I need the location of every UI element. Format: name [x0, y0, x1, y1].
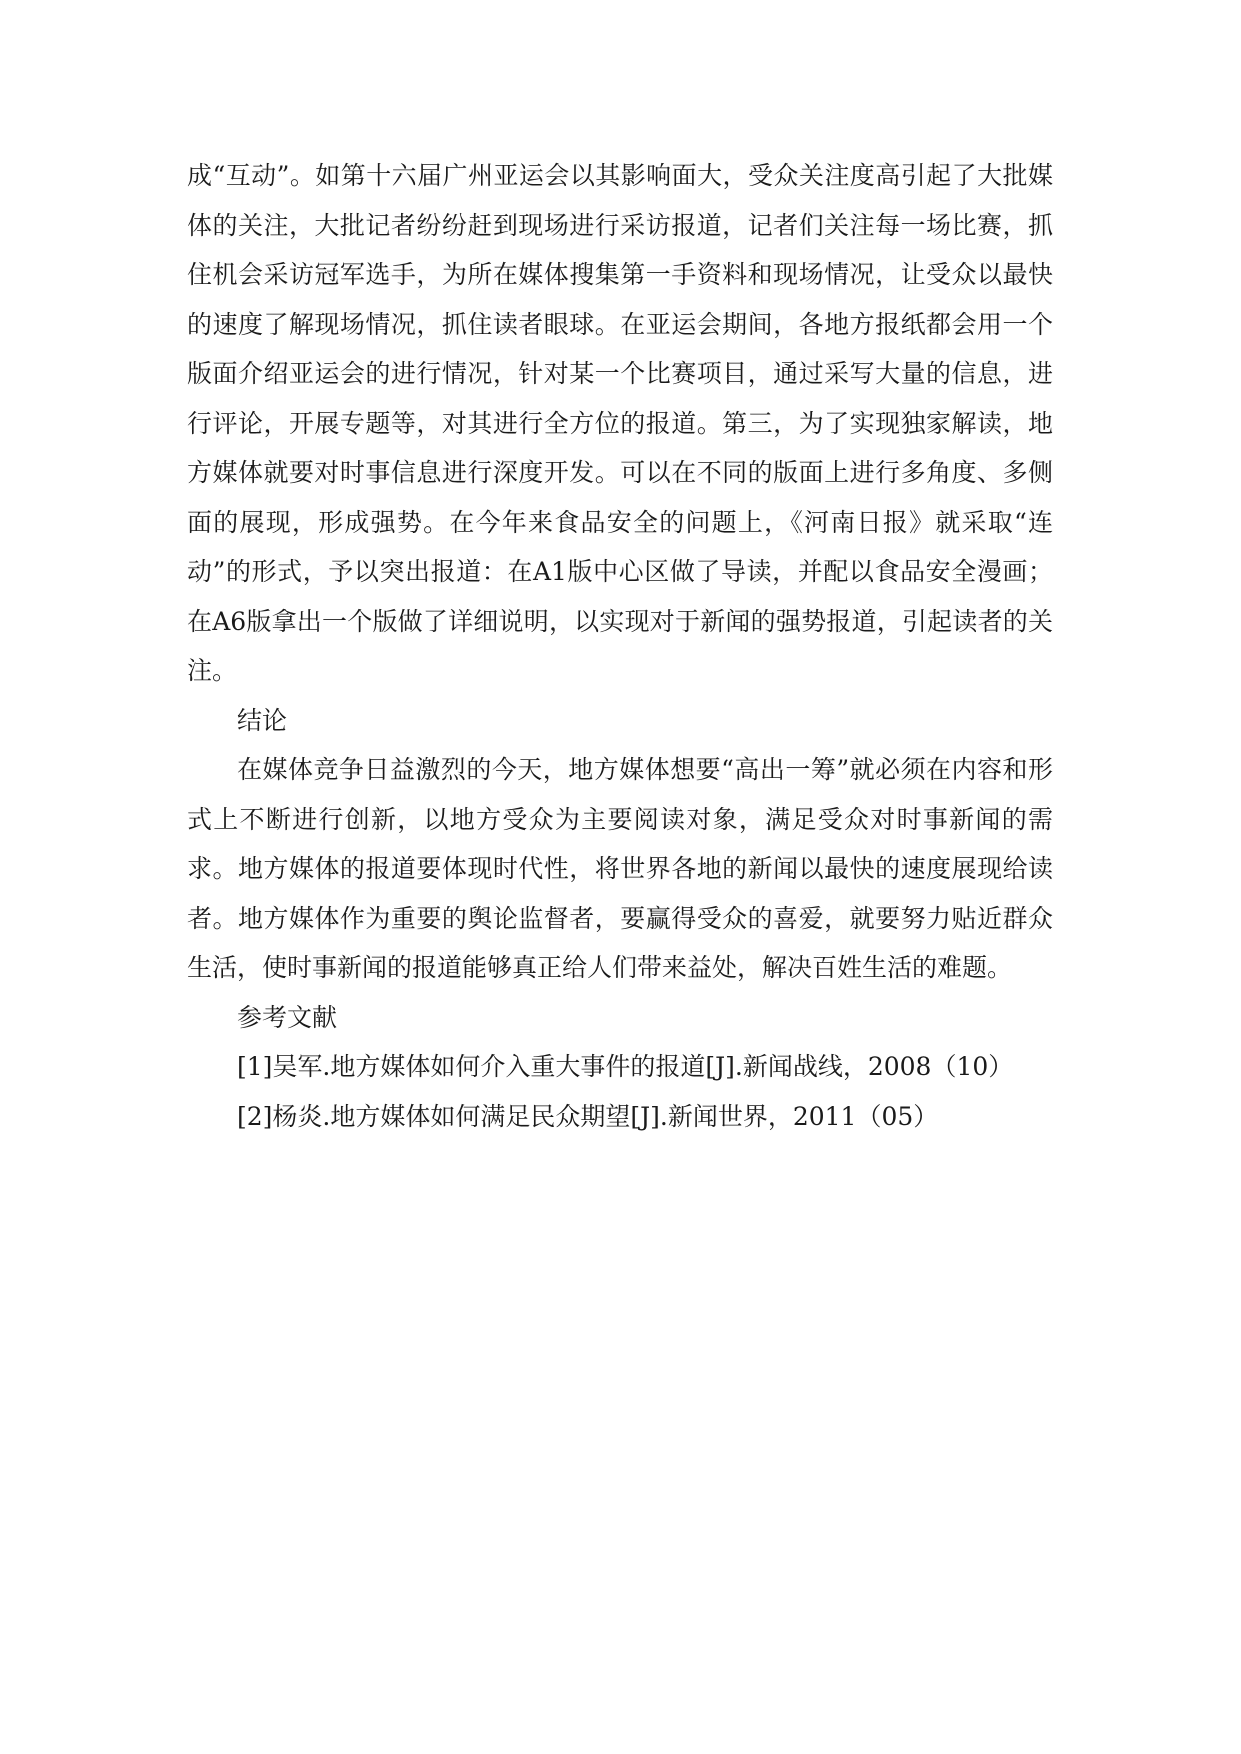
reference-item: [1]吴军.地方媒体如何介入重大事件的报道[J].新闻战线，2008（10） — [237, 1052, 1014, 1081]
references-heading: 参考文献 — [237, 1002, 338, 1032]
conclusion-paragraph: 在媒体竞争日益激烈的今天，地方媒体想要“高出一筹”就必须在内容和形式上不断进行创新，以地方受众为主要阅读对象，满足受众对时事新闻的需求。地方媒体的报道要体现时代性，将世界各地的新闻以最快的速度展现给读者。地方媒体作为重要的舆论监督者，要赢得受众的喜爱，就要努力贴近群众生活，使时事新闻的报道能够真正给人们带来益处，解决百姓生活的难题。 — [187, 755, 1053, 982]
conclusion-heading: 结论 — [237, 705, 288, 735]
reference-item: [2]杨炎.地方媒体如何满足民众期望[J].新闻世界，2011（05） — [237, 1101, 939, 1131]
document-page — [187, 151, 1053, 1141]
body-paragraph: 成“互动”。如第十六届广州亚运会以其影响面大，受众关注度高引起了大批媒体的关注，大批记者纷纷赶到现场进行采访报道，记者们关注每一场比赛，抓住机会采访冠军选手，为所在媒体搜集第一手资料和现场情况，让受众以最快的速度了解现场情况，抓住读者眼球。在亚运会期间，各地方报纸都会用一个版面介绍亚运会的进行情况，针对某一个比赛项目，通过采写大量的信息，进行评论，开展专题等，对其进行全方位的报道。第三，为了实现独家解读，地方媒体就要对时事信息进行深度开发。可以在不同的版面上进行多角度、多侧面的展现，形成强势。在今年来食品安全的问题上，《河南日报》就采取“连动”的形式，予以突出报道：在A1版中心区做了导读，并配以食品安全漫画；在A6版拿出一个版做了详细说明，以实现对于新闻的强势报道，引起读者的关注。 — [187, 161, 1053, 685]
